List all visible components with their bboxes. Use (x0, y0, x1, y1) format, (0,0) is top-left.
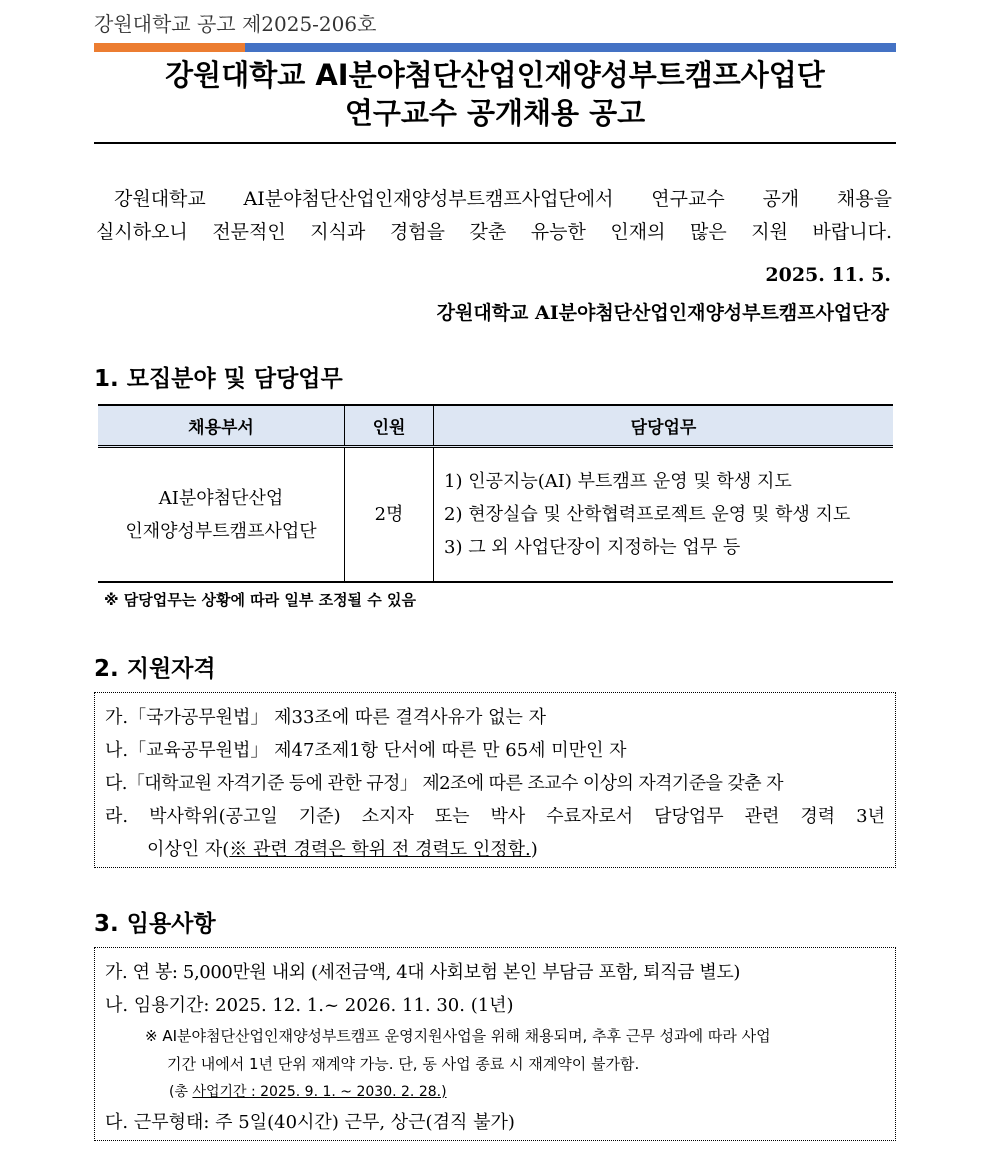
project-period: 사업기간 : 2025. 9. 1. ~ 2030. 2. 28.) (192, 1084, 447, 1100)
note-prefix: (총 (169, 1084, 193, 1100)
qualification-item: 가.「국가공무원법」 제33조에 따른 결격사유가 없는 자 (105, 707, 546, 728)
department-line-2: 인재양성부트캠프사업단 (125, 520, 317, 542)
department-line-1: AI분야첨단산업 (158, 487, 284, 509)
period-note-line-1: ※ AI분야첨단산업인재양성부트캠프 운영지원사업을 위해 채용되며, 추후 근무 성과에 따라 사업 (145, 1027, 771, 1045)
intro-line-1: 강원대학교 AI분야첨단산업인재양성부트캠프사업단에서 연구교수 공개 채용을 (114, 188, 892, 210)
accent-bar-blue (245, 43, 896, 52)
document-number: 강원대학교 공고 제2025-206호 (94, 12, 377, 36)
period-note-line-2: 기간 내에서 1년 단위 재계약 가능. 단, 동 사업 종료 시 재계약이 불가함. (167, 1055, 640, 1073)
header-headcount: 인원 (345, 405, 434, 447)
header-duties: 담당업무 (434, 405, 894, 447)
intro-paragraph (96, 183, 892, 249)
table-row (98, 447, 893, 583)
salary-item: 가. 연 봉: 5,000만원 내외 (세전금액, 4대 사회보험 본인 부담금 포함, 퇴직금 별도) (105, 962, 740, 983)
recruitment-table (98, 404, 893, 583)
table-note: ※ 담당업무는 상황에 따라 일부 조정될 수 있음 (104, 591, 416, 609)
table-header-row (98, 405, 893, 447)
qualification-box (94, 692, 896, 868)
continuation-prefix: 이상인 자( (147, 839, 230, 860)
continuation-suffix: ) (530, 839, 538, 860)
qualification-item: 다.「대학교원 자격기준 등에 관한 규정」 제2조에 따른 조교수 이상의 자격기준을 갖춘 자 (105, 773, 783, 794)
section-2-heading: 2. 지원자격 (94, 656, 216, 682)
period-note-line-3 (105, 1078, 885, 1106)
signer: 강원대학교 AI분야첨단산업인재양성부트캠프사업단장 (436, 302, 889, 324)
work-type-item: 다. 근무형태: 주 5일(40시간) 근무, 상근(겸직 불가) (105, 1112, 515, 1133)
section-1-heading: 1. 모집분야 및 담당업무 (94, 366, 343, 392)
qualification-item: 나.「교육공무원법」 제47조제1항 단서에 따른 만 65세 미만인 자 (105, 740, 627, 761)
section-3-heading: 3. 임용사항 (94, 911, 216, 937)
title-accent-bar (94, 43, 896, 52)
duty-item: 3) 그 외 사업단장이 지정하는 업무 등 (444, 537, 741, 558)
cell-headcount: 2명 (345, 447, 434, 583)
page-title (94, 56, 896, 132)
cell-duties (434, 447, 894, 583)
employment-box (94, 947, 896, 1141)
title-line-2: 연구교수 공개채용 공고 (344, 96, 646, 130)
title-divider (94, 142, 896, 144)
duty-item: 1) 인공지능(AI) 부트캠프 운영 및 학생 지도 (444, 471, 792, 492)
announcement-date: 2025. 11. 5. (765, 264, 891, 286)
intro-line-2: 실시하오니 전문적인 지식과 경험을 갖춘 유능한 인재의 많은 지원 바랍니다. (96, 221, 892, 243)
cell-department (98, 447, 345, 583)
experience-note: ※ 관련 경력은 학위 전 경력도 인정함. (229, 839, 531, 860)
title-line-1: 강원대학교 AI분야첨단산업인재양성부트캠프사업단 (165, 58, 825, 92)
qualification-item: 라. 박사학위(공고일 기준) 소지자 또는 박사 수료자로서 담당업무 관련 경력 3년 (105, 806, 885, 827)
header-department: 채용부서 (98, 405, 345, 447)
period-item: 나. 임용기간: 2025. 12. 1.~ 2026. 11. 30. (1년) (105, 995, 514, 1016)
duty-item: 2) 현장실습 및 산학협력프로젝트 운영 및 학생 지도 (444, 504, 851, 525)
accent-bar-orange (94, 43, 245, 52)
qualification-item-continuation (105, 833, 885, 866)
